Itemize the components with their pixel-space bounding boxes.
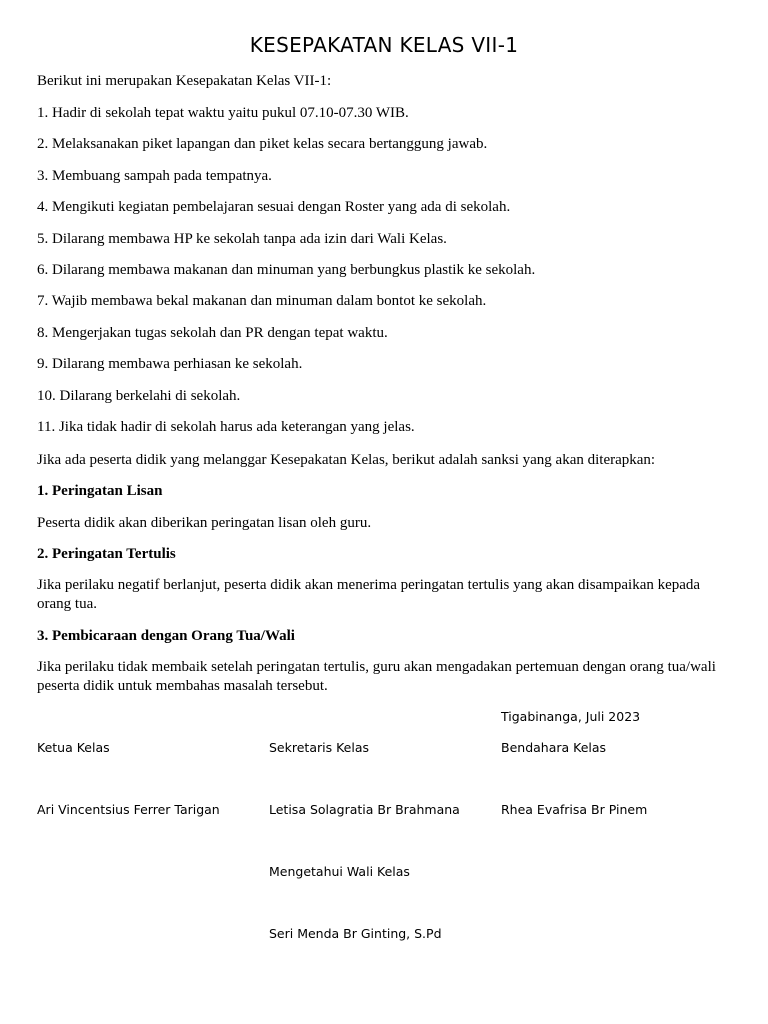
bendahara-name: Rhea Evafrisa Br Pinem (501, 802, 648, 817)
rule-item: 6. Dilarang membawa makanan dan minuman yang berbungkus plastik ke sekolah. (37, 262, 536, 278)
rule-item: 9. Dilarang membawa perhiasan ke sekolah. (37, 356, 303, 372)
place-date: Tigabinanga, Juli 2023 (501, 709, 641, 724)
rule-item: 5. Dilarang membawa HP ke sekolah tanpa ada izin dari Wali Kelas. (37, 231, 447, 247)
ketua-name: Ari Vincentsius Ferrer Tarigan (37, 802, 220, 817)
sanction-text: Jika perilaku tidak membaik setelah peringatan tertulis, guru akan mengadakan pertemuan dengan orang tua/wali peserta didik untuk membahas masalah tersebut. (37, 659, 716, 694)
sekretaris-name: Letisa Solagratia Br Brahmana (269, 802, 460, 817)
wali-name: Seri Menda Br Ginting, S.Pd (269, 926, 442, 941)
sanction-heading: 3. Pembicaraan dengan Orang Tua/Wali (37, 628, 295, 644)
rule-item: 4. Mengikuti kegiatan pembelajaran sesuai dengan Roster yang ada di sekolah. (37, 199, 511, 215)
document-title: KESEPAKATAN KELAS VII-1 (249, 33, 519, 57)
rule-item: 3. Membuang sampah pada tempatnya. (37, 168, 272, 184)
sekretaris-role: Sekretaris Kelas (269, 740, 369, 755)
rule-item: 1. Hadir di sekolah tepat waktu yaitu pukul 07.10-07.30 WIB. (37, 105, 409, 121)
bendahara-role: Bendahara Kelas (501, 740, 607, 755)
rule-item: 10. Dilarang berkelahi di sekolah. (37, 388, 241, 404)
intro-text: Berikut ini merupakan Kesepakatan Kelas VII-1: (37, 73, 332, 89)
wali-role: Mengetahui Wali Kelas (269, 864, 410, 879)
rule-item: 7. Wajib membawa bekal makanan dan minuman dalam bontot ke sekolah. (37, 293, 487, 309)
ketua-role: Ketua Kelas (37, 740, 110, 755)
rule-item: 11. Jika tidak hadir di sekolah harus ada keterangan yang jelas. (37, 419, 415, 435)
sanction-intro: Jika ada peserta didik yang melanggar Kesepakatan Kelas, berikut adalah sanksi yang akan diterapkan: (37, 452, 656, 468)
sanction-heading: 2. Peringatan Tertulis (37, 546, 176, 562)
sanction-heading: 1. Peringatan Lisan (37, 483, 163, 499)
rule-item: 2. Melaksanakan piket lapangan dan piket kelas secara bertanggung jawab. (37, 136, 488, 152)
sanction-text: Jika perilaku negatif berlanjut, peserta didik akan menerima peringatan tertulis yang akan disampaikan kepada orang tua. (37, 577, 701, 612)
rule-item: 8. Mengerjakan tugas sekolah dan PR dengan tepat waktu. (37, 325, 388, 341)
sanction-text: Peserta didik akan diberikan peringatan lisan oleh guru. (37, 515, 372, 531)
